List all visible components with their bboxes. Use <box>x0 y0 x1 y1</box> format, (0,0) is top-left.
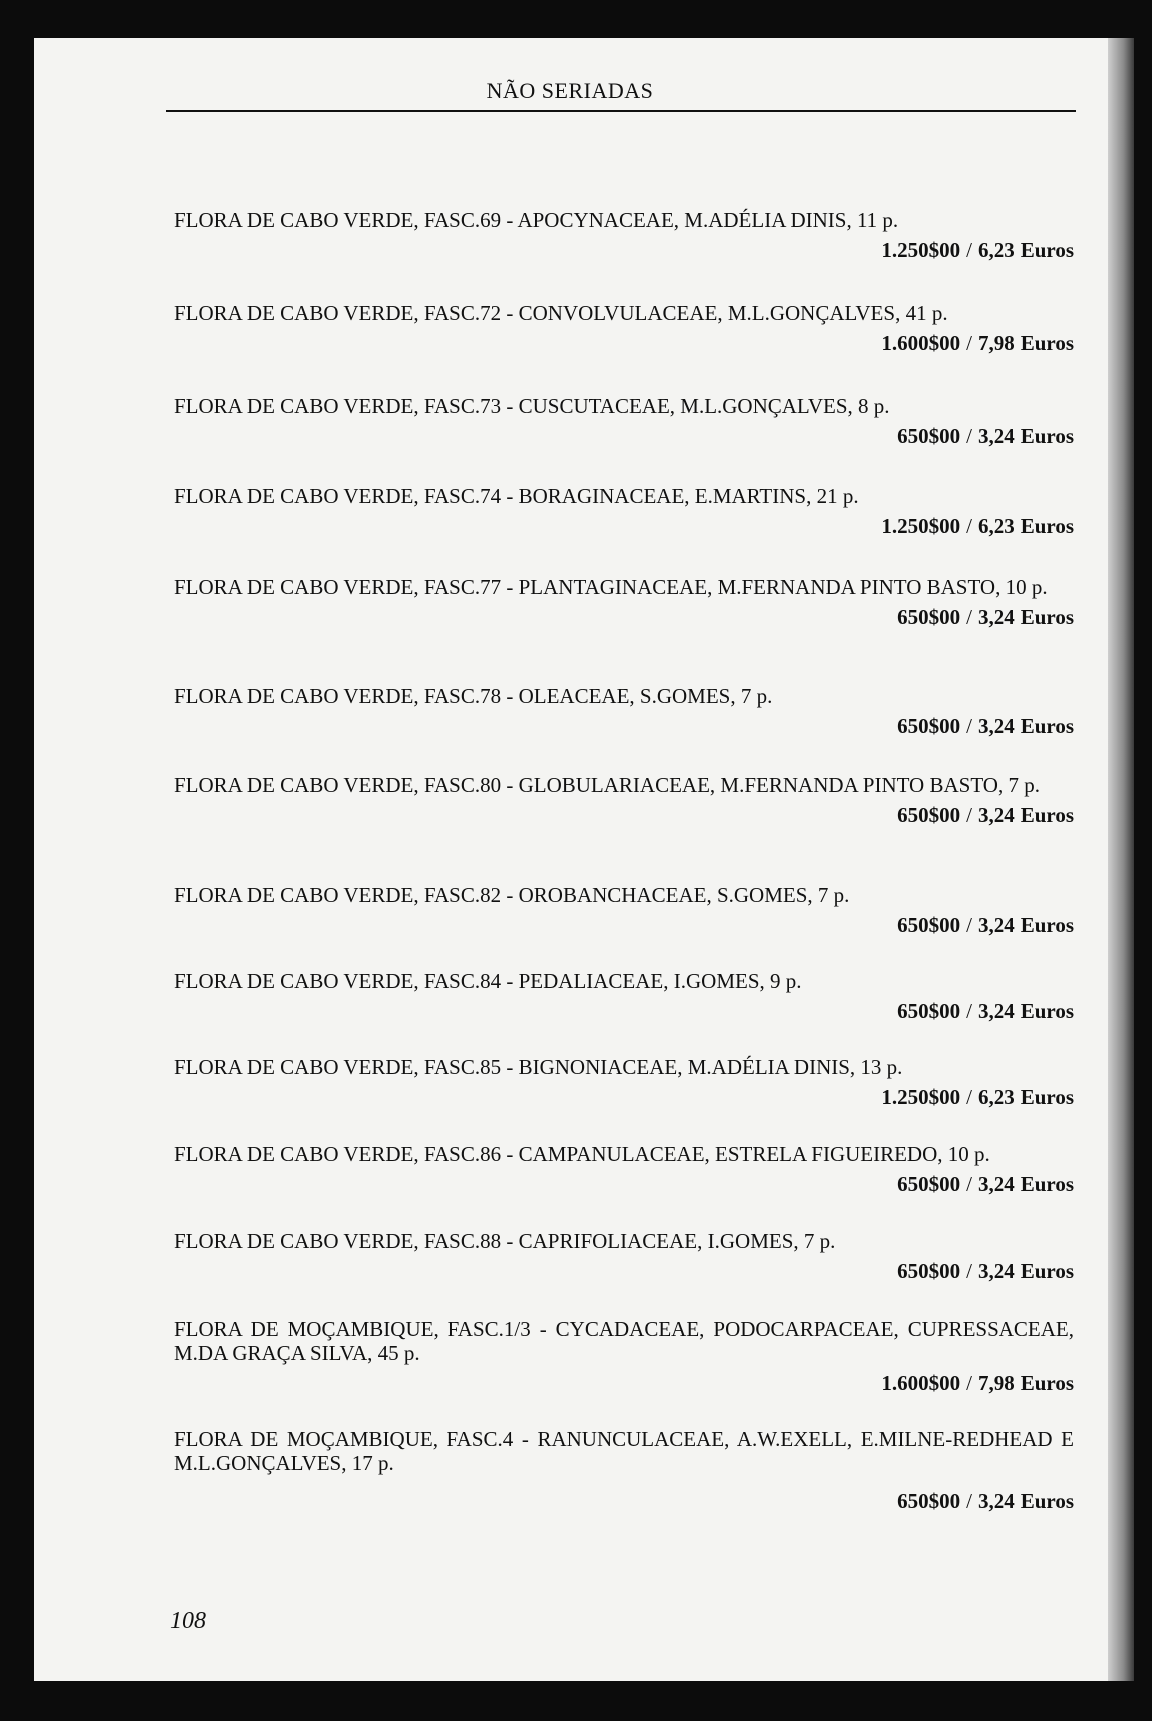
price-euros: 3,24 <box>977 714 1015 738</box>
entry-title: FLORA DE CABO VERDE, FASC.88 - CAPRIFOLIACEAE, I.GOMES, 7 p. <box>174 1229 836 1253</box>
price-escudos: 650$00 <box>897 913 961 937</box>
price-currency: Euros <box>1020 1371 1074 1395</box>
price-separator: / <box>966 238 972 262</box>
price-separator: / <box>966 514 972 538</box>
price-escudos: 1.600$00 <box>881 1371 961 1395</box>
entry-price <box>174 1085 1074 1110</box>
price-euros: 3,24 <box>977 605 1015 629</box>
price-separator: / <box>966 1259 972 1283</box>
price-euros: 3,24 <box>977 999 1015 1023</box>
catalog-entry <box>174 484 1074 539</box>
entry-price <box>174 331 1074 356</box>
entry-price <box>174 999 1074 1024</box>
price-euros: 3,24 <box>977 1172 1015 1196</box>
entry-title: FLORA DE CABO VERDE, FASC.80 - GLOBULARIACEAE, M.FERNANDA PINTO BASTO, 7 p. <box>174 773 1040 797</box>
catalog-entry <box>174 1427 1074 1514</box>
price-separator: / <box>966 714 972 738</box>
price-euros: 3,24 <box>977 1489 1015 1513</box>
price-currency: Euros <box>1020 714 1074 738</box>
price-euros: 3,24 <box>977 913 1015 937</box>
price-escudos: 650$00 <box>897 714 961 738</box>
book-spine-shadow <box>1108 38 1134 1681</box>
entry-title: FLORA DE CABO VERDE, FASC.69 - APOCYNACEAE, M.ADÉLIA DINIS, 11 p. <box>174 208 899 232</box>
entry-title: FLORA DE CABO VERDE, FASC.86 - CAMPANULACEAE, ESTRELA FIGUEIREDO, 10 p. <box>174 1142 990 1166</box>
entry-title: FLORA DE MOÇAMBIQUE, FASC.4 - RANUNCULACEAE, A.W.EXELL, E.MILNE-REDHEAD E M.L.GONÇALVES, 17 p. <box>174 1427 1074 1475</box>
price-escudos: 650$00 <box>897 1259 961 1283</box>
catalog-entry <box>174 575 1074 630</box>
price-escudos: 650$00 <box>897 803 961 827</box>
price-currency: Euros <box>1020 913 1074 937</box>
page-number: 108 <box>170 1608 206 1634</box>
price-euros: 6,23 <box>977 514 1015 538</box>
entry-price <box>174 424 1074 449</box>
entry-title: FLORA DE CABO VERDE, FASC.72 - CONVOLVULACEAE, M.L.GONÇALVES, 41 p. <box>174 301 948 325</box>
price-euros: 3,24 <box>977 424 1015 448</box>
catalog-entry <box>174 684 1074 739</box>
price-escudos: 1.250$00 <box>881 1085 961 1109</box>
price-separator: / <box>966 1489 972 1513</box>
price-currency: Euros <box>1020 1172 1074 1196</box>
catalog-entry <box>174 1055 1074 1110</box>
price-separator: / <box>966 913 972 937</box>
entry-price <box>174 1259 1074 1284</box>
price-currency: Euros <box>1020 803 1074 827</box>
price-separator: / <box>966 331 972 355</box>
price-escudos: 1.600$00 <box>881 331 961 355</box>
price-currency: Euros <box>1020 1489 1074 1513</box>
entry-price <box>174 1371 1074 1396</box>
price-currency: Euros <box>1020 238 1074 262</box>
price-euros: 3,24 <box>977 1259 1015 1283</box>
price-currency: Euros <box>1020 605 1074 629</box>
entry-title: FLORA DE CABO VERDE, FASC.74 - BORAGINACEAE, E.MARTINS, 21 p. <box>174 484 859 508</box>
price-currency: Euros <box>1020 999 1074 1023</box>
entry-price <box>174 913 1074 938</box>
header-rule <box>166 110 1076 112</box>
entry-price <box>174 514 1074 539</box>
entry-price <box>174 1489 1074 1514</box>
price-euros: 6,23 <box>977 1085 1015 1109</box>
price-separator: / <box>966 1371 972 1395</box>
catalog-entry <box>174 208 1074 263</box>
price-euros: 7,98 <box>977 331 1015 355</box>
price-currency: Euros <box>1020 1259 1074 1283</box>
price-escudos: 650$00 <box>897 1489 961 1513</box>
price-separator: / <box>966 605 972 629</box>
catalog-entry <box>174 301 1074 356</box>
catalog-entry <box>174 773 1074 828</box>
price-currency: Euros <box>1020 514 1074 538</box>
price-separator: / <box>966 1085 972 1109</box>
entry-title: FLORA DE CABO VERDE, FASC.82 - OROBANCHACEAE, S.GOMES, 7 p. <box>174 883 850 907</box>
price-escudos: 650$00 <box>897 605 961 629</box>
price-separator: / <box>966 803 972 827</box>
catalog-entry <box>174 1317 1074 1396</box>
catalog-entry <box>174 1229 1074 1284</box>
entry-title: FLORA DE MOÇAMBIQUE, FASC.1/3 - CYCADACEAE, PODOCARPACEAE, CUPRESSACEAE, M.DA GRAÇA SILVA, 45 p. <box>174 1317 1074 1365</box>
entry-title: FLORA DE CABO VERDE, FASC.85 - BIGNONIACEAE, M.ADÉLIA DINIS, 13 p. <box>174 1055 903 1079</box>
entry-title: FLORA DE CABO VERDE, FASC.73 - CUSCUTACEAE, M.L.GONÇALVES, 8 p. <box>174 394 890 418</box>
price-euros: 7,98 <box>977 1371 1015 1395</box>
price-escudos: 650$00 <box>897 424 961 448</box>
price-escudos: 650$00 <box>897 999 961 1023</box>
entry-price <box>174 803 1074 828</box>
entry-price <box>174 714 1074 739</box>
price-euros: 3,24 <box>977 803 1015 827</box>
catalog-entry <box>174 883 1074 938</box>
running-head: NÃO SERIADAS <box>486 78 654 103</box>
price-escudos: 1.250$00 <box>881 514 961 538</box>
catalog-entry <box>174 394 1074 449</box>
price-separator: / <box>966 999 972 1023</box>
price-separator: / <box>966 424 972 448</box>
entry-price <box>174 238 1074 263</box>
price-separator: / <box>966 1172 972 1196</box>
entry-price <box>174 605 1074 630</box>
price-escudos: 1.250$00 <box>881 238 961 262</box>
entry-title: FLORA DE CABO VERDE, FASC.77 - PLANTAGINACEAE, M.FERNANDA PINTO BASTO, 10 p. <box>174 575 1048 599</box>
catalog-entry <box>174 1142 1074 1197</box>
price-escudos: 650$00 <box>897 1172 961 1196</box>
price-currency: Euros <box>1020 1085 1074 1109</box>
price-currency: Euros <box>1020 331 1074 355</box>
entry-title: FLORA DE CABO VERDE, FASC.78 - OLEACEAE, S.GOMES, 7 p. <box>174 684 773 708</box>
price-currency: Euros <box>1020 424 1074 448</box>
entry-price <box>174 1172 1074 1197</box>
catalog-entry <box>174 969 1074 1024</box>
price-euros: 6,23 <box>977 238 1015 262</box>
entry-title: FLORA DE CABO VERDE, FASC.84 - PEDALIACEAE, I.GOMES, 9 p. <box>174 969 802 993</box>
